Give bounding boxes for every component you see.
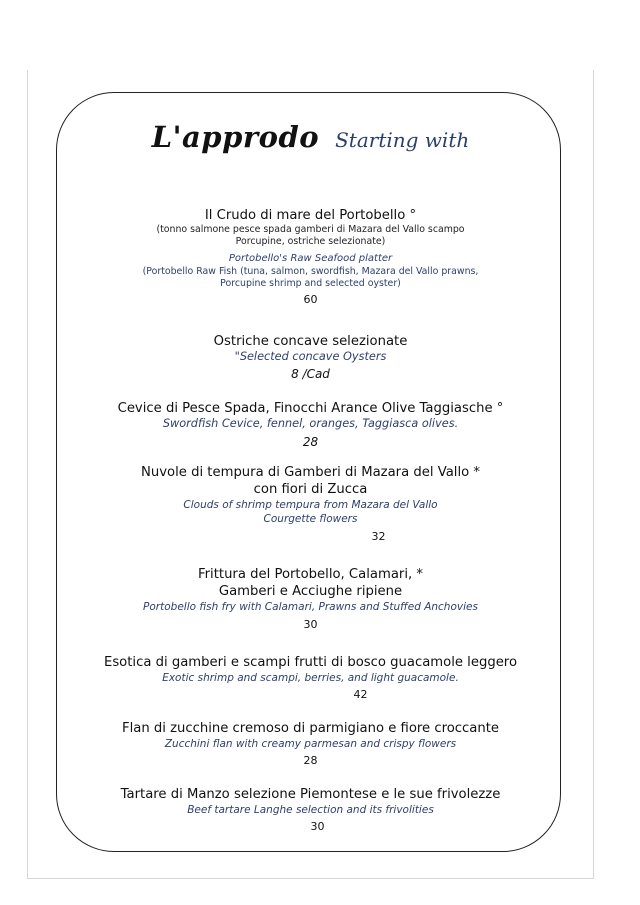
dish-description: (tonno salmone pesce spada gamberi di Mazara del Vallo scampo Porcupine, ostriche selezionate) [156,224,465,247]
menu-item [28,207,593,308]
dish-english-name: Swordfish Cevice, fennel, oranges, Taggiasca olives. [162,417,459,430]
dish-english-name: "Selected concave Oysters [234,350,387,363]
dish-english-name: Exotic shrimp and scampi, berries, and light guacamole. [162,672,459,684]
dish-english-name: Zucchini flan with creamy parmesan and crispy flowers [164,738,457,750]
dish-english-name: Portobello fish fry with Calamari, Prawns and Stuffed Anchovies [143,601,478,613]
menu-page [27,70,594,879]
menu-item [28,720,593,769]
menu-item [28,333,593,382]
dish-name: Ostriche concave selezionate [213,334,408,349]
dish-price: 30 [310,820,325,833]
restaurant-name: L'approdo [151,120,320,154]
dish-name: Tartare di Manzo selezione Piemontese e le sue frivolezze [120,787,501,802]
dish-english-name: Beef tartare Langhe selection and its frivolities [187,804,434,816]
menu-item [28,654,593,703]
dish-english-name: Portobello's Raw Seafood platter [228,253,393,264]
menu-item [28,464,593,545]
dish-english-name: Clouds of shrimp tempura from Mazara del Vallo Courgette flowers [183,499,438,525]
dish-name: Esotica di gamberi e scampi frutti di bosco guacamole leggero [103,655,518,670]
menu-item [28,786,593,835]
dish-english-description: (Portobello Raw Fish (tuna, salmon, swordfish, Mazara del Vallo prawns, Porcupine shrimp and selected oyster) [142,266,479,289]
dish-price: 28 [302,435,319,449]
dish-price: 42 [353,688,368,701]
menu-item [28,400,593,450]
menu-title [28,120,593,154]
dish-price: 32 [371,530,386,543]
dish-price: 8 /Cad [291,367,330,381]
dish-price: 30 [303,618,318,631]
menu-item [28,566,593,633]
dish-price: 28 [303,754,318,767]
dish-name: Cevice di Pesce Spada, Finocchi Arance Olive Taggiasche ° [117,401,504,416]
section-title: Starting with [335,128,470,152]
dish-name: Il Crudo di mare del Portobello ° [204,208,417,223]
dish-name: Frittura del Portobello, Calamari, * Gamberi e Acciughe ripiene [198,567,423,599]
dish-price: 60 [303,293,318,306]
dish-name: Flan di zucchine cremoso di parmigiano e fiore croccante [121,721,500,736]
dish-name: Nuvole di tempura di Gamberi di Mazara del Vallo * con fiori di Zucca [141,465,480,497]
